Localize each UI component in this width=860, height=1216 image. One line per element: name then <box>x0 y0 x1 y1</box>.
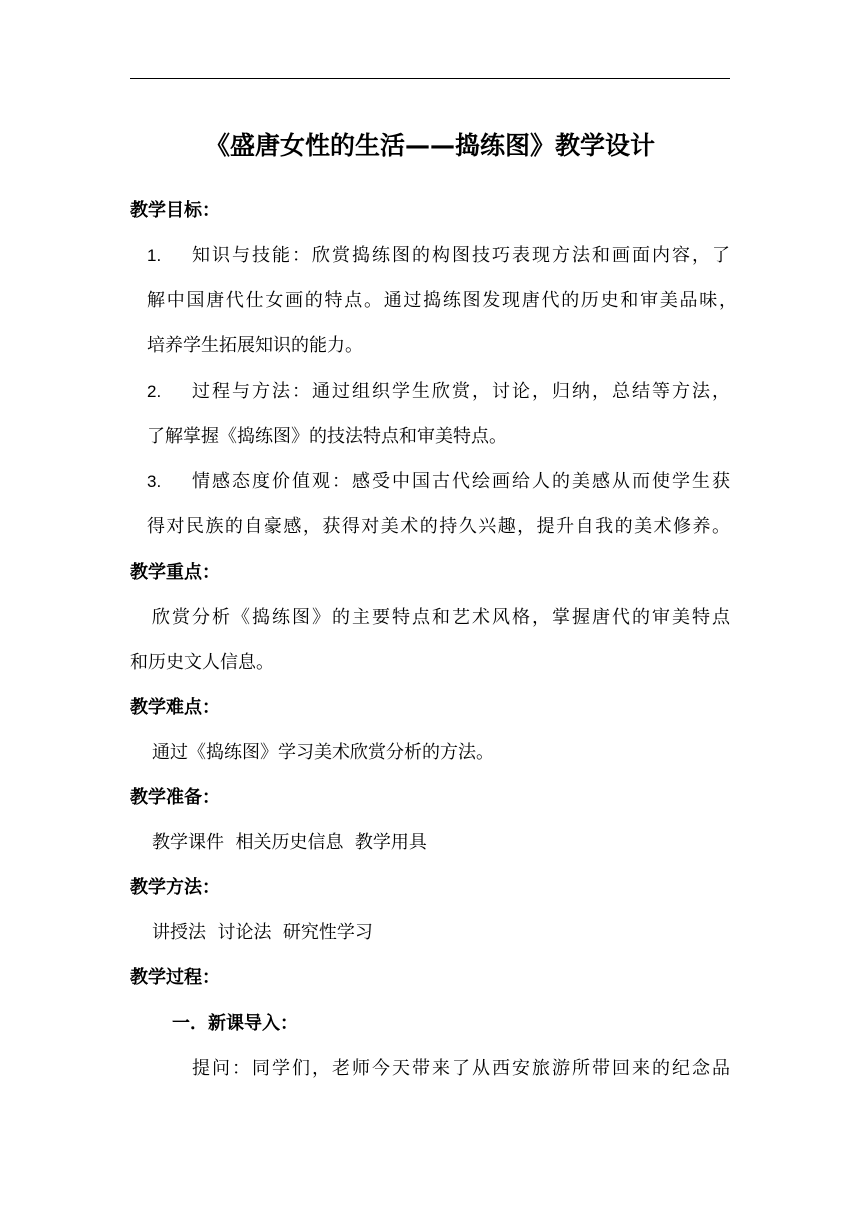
preparation-text: 教学课件 相关历史信息 教学用具 <box>152 832 427 853</box>
methods-text: 讲授法 讨论法 研究性学习 <box>152 922 373 943</box>
header-rule <box>130 78 730 79</box>
key-points-text: 和历史文人信息。 <box>130 652 274 673</box>
difficulties-text: 通过《捣练图》学习美术欣赏分析的方法。 <box>152 742 494 763</box>
list-number: 3. <box>147 472 162 491</box>
list-number: 1. <box>147 246 162 265</box>
objective-text: 解中国唐代仕女画的特点。通过捣练图发现唐代的历史和审美品味， <box>147 290 737 311</box>
key-points-text: 欣赏分析《捣练图》的主要特点和艺术风格，掌握唐代的审美特点 <box>152 607 730 628</box>
objective-text: 得对民族的自豪感，获得对美术的持久兴趣，提升自我的美术修养。 <box>147 516 730 537</box>
objective-text: 情感态度价值观：感受中国古代绘画给人的美感从而使学生获 <box>192 471 730 492</box>
objective-text: 过程与方法：通过组织学生欣赏，讨论，归纳，总结等方法， <box>192 381 730 402</box>
list-number: 2. <box>147 382 162 401</box>
section-heading-difficulties: 教学难点： <box>130 697 220 718</box>
process-text: 提问：同学们，老师今天带来了从西安旅游所带回来的纪念品 <box>192 1058 730 1079</box>
objective-text: 了解掌握《捣练图》的技法特点和审美特点。 <box>147 426 507 447</box>
section-heading-preparation: 教学准备： <box>130 787 220 808</box>
objective-text: 知识与技能：欣赏捣练图的构图技巧表现方法和画面内容，了 <box>192 245 730 266</box>
document-title: 《盛唐女性的生活——捣练图》教学设计 <box>204 131 655 160</box>
section-heading-key-points: 教学重点： <box>130 562 220 583</box>
process-subheading: 一．新课导入： <box>172 1013 298 1034</box>
objective-text: 培养学生拓展知识的能力。 <box>147 335 363 356</box>
section-heading-objectives: 教学目标： <box>130 200 220 221</box>
section-heading-process: 教学过程： <box>130 967 220 988</box>
section-heading-methods: 教学方法： <box>130 877 220 898</box>
